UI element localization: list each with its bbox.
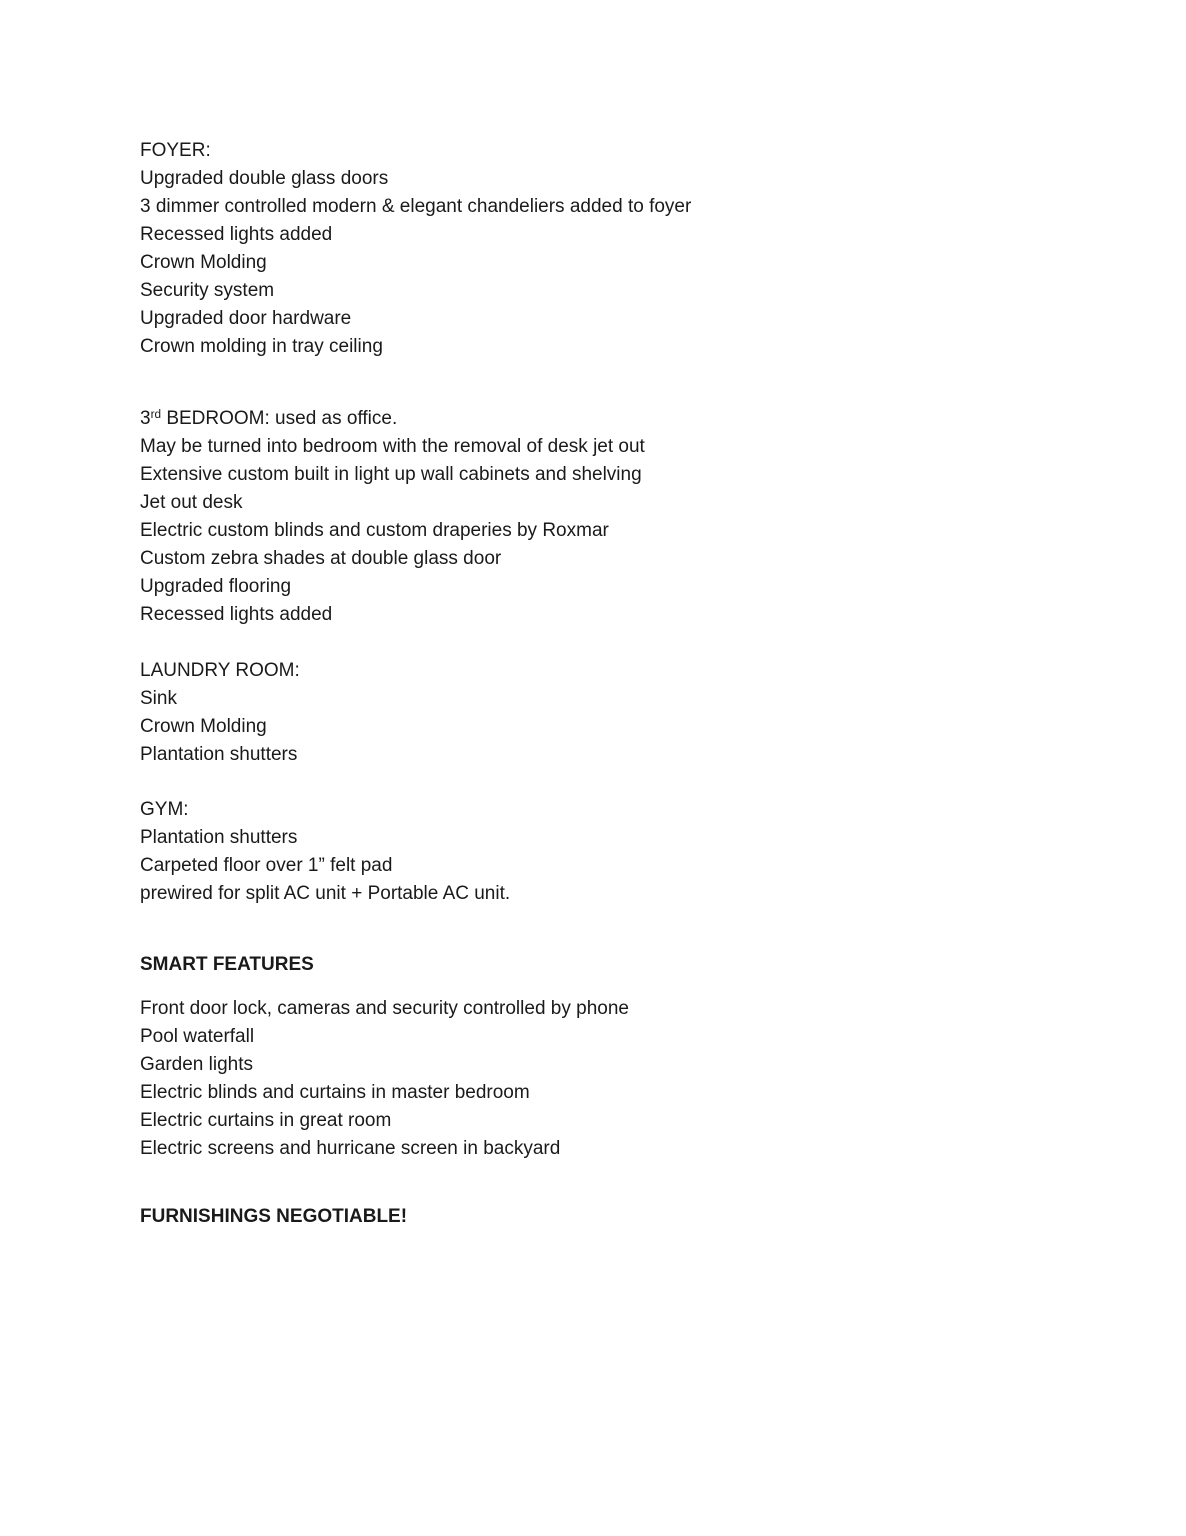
feature-line: Crown molding in tray ceiling xyxy=(140,336,383,357)
section-heading xyxy=(140,657,1066,685)
feature-line: Custom zebra shades at double glass door xyxy=(140,548,502,569)
feature-line: Crown Molding xyxy=(140,716,267,737)
heading-text: FOYER: xyxy=(140,140,211,161)
feature-line: Extensive custom built in light up wall cabinets and shelving xyxy=(140,464,642,485)
heading-text: LAUNDRY ROOM: xyxy=(140,660,300,681)
feature-line: Electric blinds and curtains in master bedroom xyxy=(140,1082,530,1103)
section-lines xyxy=(140,685,1066,769)
section-furnishings xyxy=(140,1203,1066,1231)
section-heading xyxy=(140,137,1066,165)
heading-text: 3 xyxy=(140,408,151,429)
heading-text: GYM: xyxy=(140,799,189,820)
feature-line: Carpeted floor over 1” felt pad xyxy=(140,855,393,876)
feature-line: May be turned into bedroom with the removal of desk jet out xyxy=(140,436,645,457)
feature-line: Crown Molding xyxy=(140,252,267,273)
section-lines xyxy=(140,824,1066,908)
heading-text: BEDROOM: used as office. xyxy=(161,408,398,429)
feature-line: prewired for split AC unit + Portable AC unit. xyxy=(140,883,511,904)
heading-text: FURNISHINGS NEGOTIABLE! xyxy=(140,1206,408,1227)
feature-line: Sink xyxy=(140,688,177,709)
feature-line: Upgraded flooring xyxy=(140,576,292,597)
section-lines xyxy=(140,165,1066,361)
feature-line: Electric screens and hurricane screen in backyard xyxy=(140,1138,561,1159)
section-heading xyxy=(140,1203,1066,1231)
heading-text: SMART FEATURES xyxy=(140,954,314,975)
feature-line: Electric custom blinds and custom draperies by Roxmar xyxy=(140,520,609,541)
section-smart-features xyxy=(140,951,1066,1163)
feature-line: Front door lock, cameras and security controlled by phone xyxy=(140,998,629,1019)
feature-line: Upgraded double glass doors xyxy=(140,168,389,189)
feature-line: Security system xyxy=(140,280,275,301)
feature-line: Recessed lights added xyxy=(140,224,333,245)
section-laundry-room xyxy=(140,657,1066,769)
section-lines xyxy=(140,995,1066,1163)
section-lines xyxy=(140,433,1066,629)
section-third-bedroom xyxy=(140,405,1066,629)
feature-line: Jet out desk xyxy=(140,492,243,513)
feature-line: Plantation shutters xyxy=(140,827,298,848)
heading-superscript: rd xyxy=(150,407,162,421)
feature-line: Recessed lights added xyxy=(140,604,333,625)
feature-line: Pool waterfall xyxy=(140,1026,255,1047)
section-gym xyxy=(140,796,1066,908)
feature-line: Electric curtains in great room xyxy=(140,1110,392,1131)
feature-line: Plantation shutters xyxy=(140,744,298,765)
section-heading xyxy=(140,951,1066,979)
feature-line: Upgraded door hardware xyxy=(140,308,352,329)
section-heading xyxy=(140,796,1066,824)
section-heading xyxy=(140,405,1066,433)
feature-line: Garden lights xyxy=(140,1054,254,1075)
feature-line: 3 dimmer controlled modern & elegant chandeliers added to foyer xyxy=(140,196,692,217)
section-foyer xyxy=(140,137,1066,361)
